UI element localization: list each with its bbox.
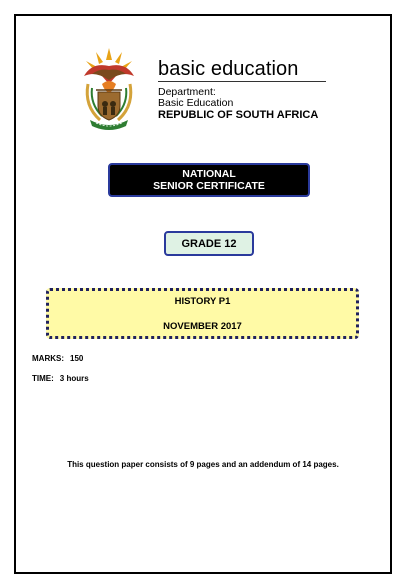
exam-date: NOVEMBER 2017	[163, 321, 242, 332]
department-label: Department:	[158, 86, 216, 98]
certificate-line-1: NATIONAL	[182, 168, 236, 180]
marks-value: 150	[70, 354, 84, 363]
marks-line	[32, 354, 83, 363]
brand-name: basic education	[158, 58, 299, 80]
time-label: TIME:	[32, 374, 54, 383]
certificate-banner	[108, 163, 310, 197]
department-branding	[158, 58, 330, 122]
subject-panel	[46, 288, 359, 339]
marks-label: MARKS:	[32, 354, 64, 363]
coat-of-arms-icon	[76, 44, 142, 130]
page-count-note: This question paper consists of 9 pages and an addendum of 14 pages.	[67, 460, 339, 469]
grade-badge: GRADE 12	[164, 231, 254, 256]
department-name: Basic Education	[158, 97, 234, 109]
time-line	[32, 374, 89, 383]
certificate-line-2: SENIOR CERTIFICATE	[153, 180, 265, 192]
time-value: 3 hours	[59, 374, 89, 383]
brand-underline	[158, 81, 326, 82]
subject-title: HISTORY P1	[174, 296, 231, 307]
country-name: REPUBLIC OF SOUTH AFRICA	[158, 109, 319, 121]
